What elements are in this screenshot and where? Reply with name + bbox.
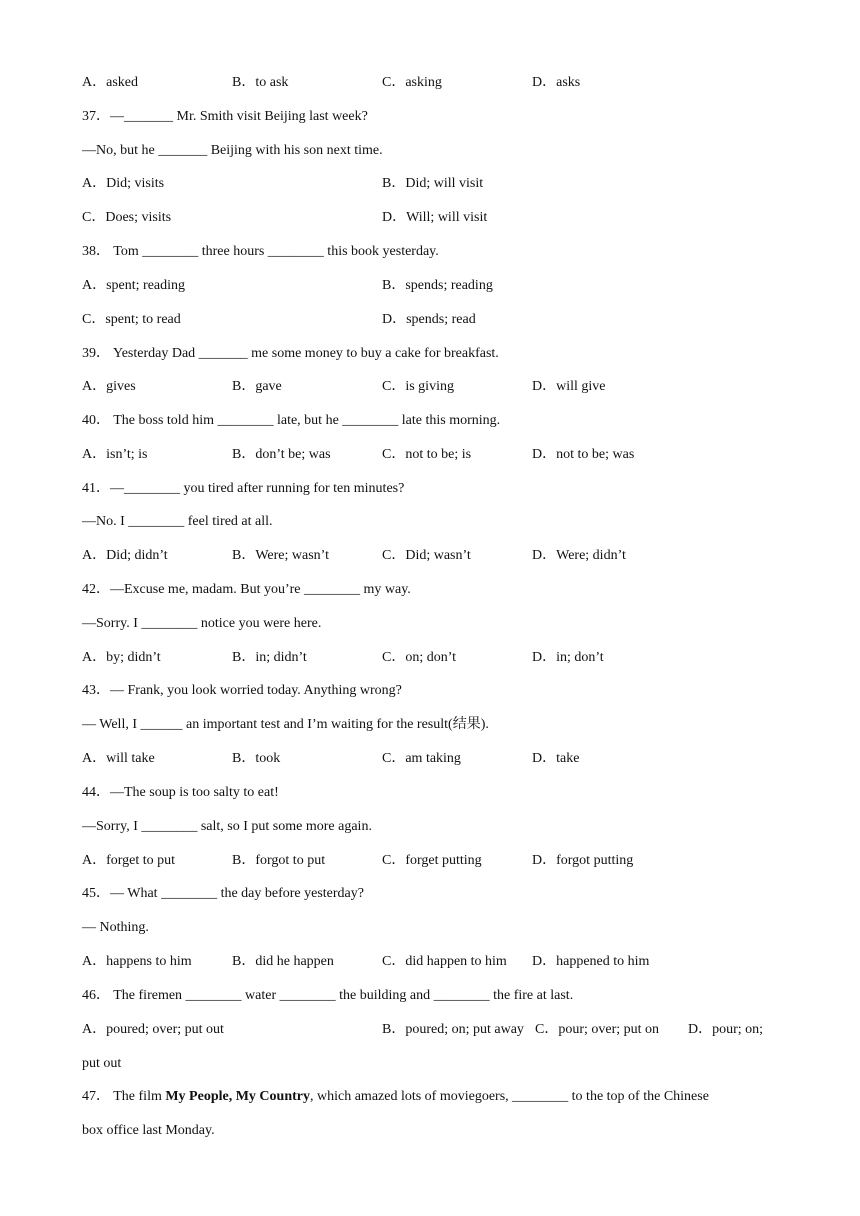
option-d-continuation: put out [82, 1056, 122, 1071]
question-text: — Nothing. [82, 920, 149, 935]
question-text: 37．—_______ Mr. Smith visit Beijing last week? [82, 109, 368, 124]
option-a: A．spent; reading [82, 278, 186, 293]
option-d: D．not to be; was [532, 447, 635, 462]
option-b: B．don’t be; was [232, 447, 331, 462]
option-a: A．by; didn’t [82, 650, 161, 665]
option-c: C．is giving [382, 379, 454, 394]
option-a: A．asked [82, 75, 138, 90]
question-text: 43．— Frank, you look worried today. Anything wrong? [82, 683, 402, 698]
option-a: A．forget to put [82, 853, 176, 868]
option-b: B．poured; on; put away [382, 1022, 524, 1037]
question-text: 39． Yesterday Dad _______ me some money to buy a cake for breakfast. [82, 346, 499, 361]
option-c: C．Did; wasn’t [382, 548, 471, 563]
option-c: C．spent; to read [82, 312, 181, 327]
option-a: A．Did; visits [82, 176, 165, 191]
question-text: —No. I ________ feel tired at all. [82, 514, 273, 529]
option-b: B．to ask [232, 75, 289, 90]
option-d: D．pour; on; [688, 1022, 764, 1037]
option-c: C．pour; over; put on [535, 1022, 660, 1037]
option-d: D．Will; will visit [382, 210, 488, 225]
option-b: B．Were; wasn’t [232, 548, 329, 563]
option-a: A．will take [82, 751, 155, 766]
question-text: 44．—The soup is too salty to eat! [82, 785, 279, 800]
option-c: C．forget putting [382, 853, 482, 868]
option-d: D．Were; didn’t [532, 548, 626, 563]
option-d: D．forgot putting [532, 853, 634, 868]
option-d: D．spends; read [382, 312, 476, 327]
option-d: D．happened to him [532, 954, 650, 969]
question-text: —Sorry, I ________ salt, so I put some more again. [82, 819, 372, 834]
question-text: 40． The boss told him ________ late, but he ________ late this morning. [82, 413, 501, 428]
option-a: A．happens to him [82, 954, 192, 969]
option-a: A．gives [82, 379, 136, 394]
question-suffix: , which amazed lots of moviegoers, ________ to the top of the Chinese [310, 1089, 709, 1104]
question-text: 45．— What ________ the day before yesterday? [82, 886, 364, 901]
option-b: B．took [232, 751, 281, 766]
option-d: D．will give [532, 379, 606, 394]
option-a: A．Did; didn’t [82, 548, 168, 563]
question-text: 41．—________ you tired after running for ten minutes? [82, 481, 405, 496]
option-a: A．poured; over; put out [82, 1022, 224, 1037]
option-d: D．asks [532, 75, 581, 90]
option-b: B．Did; will visit [382, 176, 484, 191]
question-text: —Sorry. I ________ notice you were here. [82, 616, 322, 631]
option-d: D．in; don’t [532, 650, 604, 665]
option-b: B．did he happen [232, 954, 334, 969]
option-c: C．asking [382, 75, 442, 90]
question-text [82, 1088, 709, 1106]
question-text: 46． The firemen ________ water ________ the building and ________ the fire at last. [82, 988, 574, 1003]
option-c: C．Does; visits [82, 210, 172, 225]
option-b: B．in; didn’t [232, 650, 307, 665]
option-c: C．on; don’t [382, 650, 457, 665]
question-text: box office last Monday. [82, 1123, 215, 1138]
option-b: B．spends; reading [382, 278, 493, 293]
option-c: C．did happen to him [382, 954, 507, 969]
film-title: My People, My Country [165, 1089, 310, 1104]
question-text: — Well, I ______ an important test and I’m waiting for the result(结果). [82, 717, 489, 732]
question-text: 42．—Excuse me, madam. But you’re ________ my way. [82, 582, 411, 597]
option-c: C．am taking [382, 751, 461, 766]
option-b: B．gave [232, 379, 282, 394]
option-d: D．take [532, 751, 580, 766]
option-c: C．not to be; is [382, 447, 472, 462]
option-a: A．isn’t; is [82, 447, 148, 462]
option-b: B．forgot to put [232, 853, 326, 868]
question-text: —No, but he _______ Beijing with his son next time. [82, 143, 383, 158]
question-text: 38． Tom ________ three hours ________ this book yesterday. [82, 244, 439, 259]
question-prefix: 47． The film [82, 1089, 166, 1104]
